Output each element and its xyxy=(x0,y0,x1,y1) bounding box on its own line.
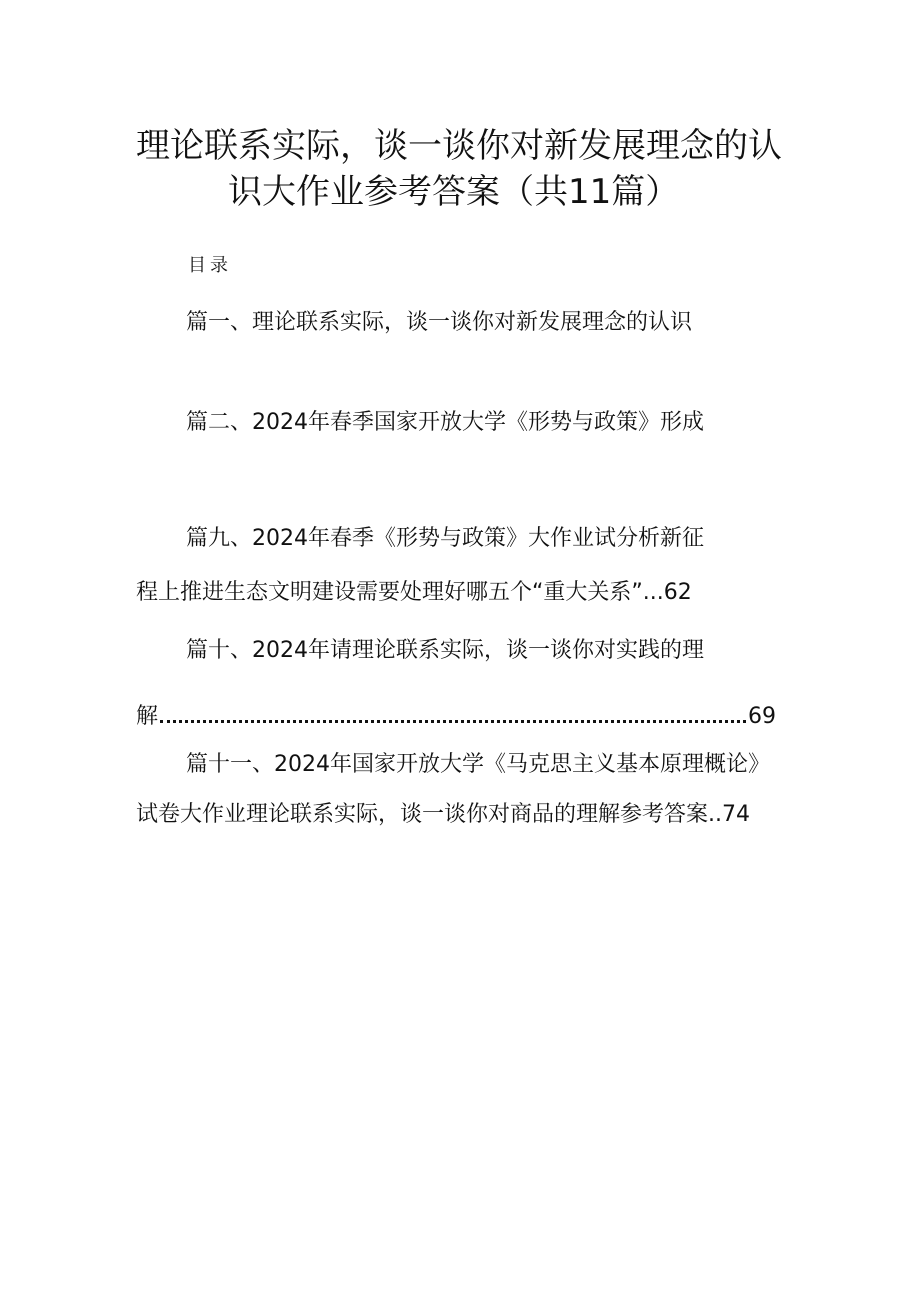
toc-entry-10-text: 解 xyxy=(136,704,159,729)
toc-entry-2[interactable]: 篇二、2024年春季国家开放大学《形势与政策》形成 xyxy=(186,410,704,435)
page-title-line-2: 识大作业参考答案（共11篇） xyxy=(228,172,680,212)
toc-entry-10-line-2[interactable] xyxy=(136,702,776,732)
toc-entry-9-line-2[interactable]: 程上推进生态文明建设需要处理好哪五个“重大关系”...62 xyxy=(136,580,692,605)
toc-heading: 目录 xyxy=(188,255,232,276)
dot-leader xyxy=(160,720,746,723)
toc-entry-11-line-2[interactable]: 试卷大作业理论联系实际，谈一谈你对商品的理解参考答案..74 xyxy=(136,802,750,827)
toc-entry-11-line-1[interactable]: 篇十一、2024年国家开放大学《马克思主义基本原理概论》 xyxy=(186,752,770,777)
toc-entry-1[interactable]: 篇一、理论联系实际，谈一谈你对新发展理念的认识 xyxy=(186,310,693,335)
toc-entry-10-line-1[interactable]: 篇十、2024年请理论联系实际，谈一谈你对实践的理 xyxy=(186,638,704,663)
toc-entry-9-line-1[interactable]: 篇九、2024年春季《形势与政策》大作业试分析新征 xyxy=(186,526,704,551)
page-title-line-1: 理论联系实际，谈一谈你对新发展理念的认 xyxy=(136,126,782,166)
toc-entry-10-page: 69 xyxy=(748,704,776,729)
